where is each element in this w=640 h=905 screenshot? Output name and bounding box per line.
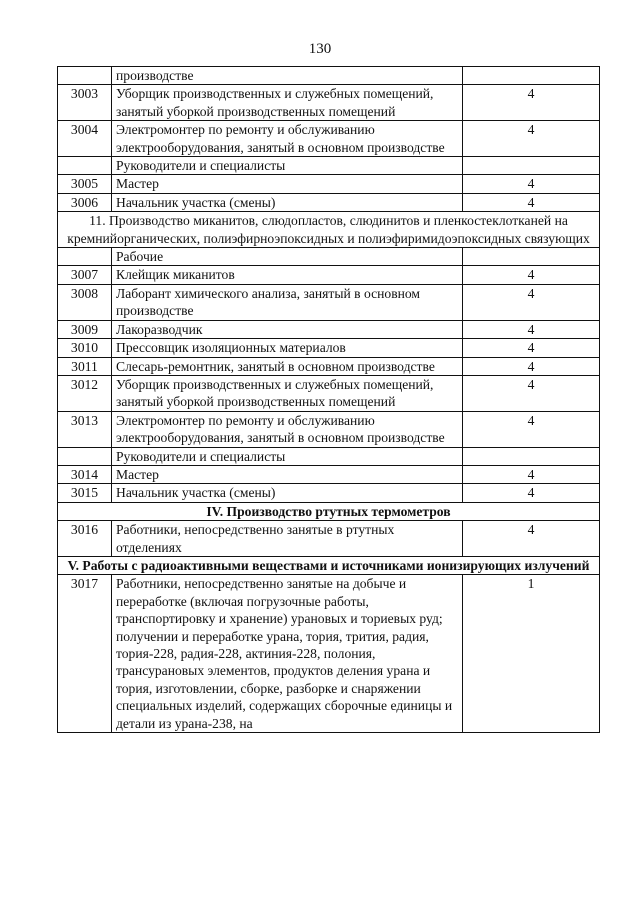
table-row (58, 193, 600, 211)
row-occupation-name: Клейщик миканитов (112, 266, 463, 284)
table-row (58, 375, 600, 411)
row-value (463, 447, 600, 465)
row-code: 3013 (58, 411, 112, 447)
section-header-row (58, 556, 600, 574)
row-occupation-name: Электромонтер по ремонту и обслуживанию электрооборудования, занятый в основном производстве (112, 121, 463, 157)
row-occupation-name: Мастер (112, 175, 463, 193)
row-occupation-name: Начальник участка (смены) (112, 193, 463, 211)
row-value: 4 (463, 266, 600, 284)
row-occupation-name: Работники, непосредственно занятые на добыче и переработке (включая погрузочные работы, транспортировку и хранение) урановых и ториевых руд; получении и переработке урана, тория, трития, радия, тория-228, радия-228, актиния-228, полония, трансурановых элементов, продуктов деления урана и тория, изготовлении, сборке, разборке и снаряжении специальных изделий, содержащих сборочные единицы и детали из урана-238, на (112, 575, 463, 733)
row-code: 3012 (58, 375, 112, 411)
table-row (58, 484, 600, 502)
row-occupation-name: Электромонтер по ремонту и обслуживанию электрооборудования, занятый в основном производстве (112, 411, 463, 447)
row-occupation-name: Уборщик производственных и служебных помещений, занятый уборкой производственных помещений (112, 375, 463, 411)
row-code: 3010 (58, 339, 112, 357)
section-title: 11. Производство миканитов, слюдопластов, слюдинитов и пленкостеклотканей на кремнийорганических, полиэфирноэпоксидных и полиэфиримидоэпоксидных связующих (58, 212, 600, 248)
row-occupation-name: Лаборант химического анализа, занятый в основном производстве (112, 284, 463, 320)
row-occupation-name: Уборщик производственных и служебных помещений, занятый уборкой производственных помещений (112, 85, 463, 121)
table-row (58, 175, 600, 193)
row-value: 4 (463, 193, 600, 211)
row-code (58, 157, 112, 175)
section-header-row (58, 502, 600, 520)
row-code (58, 447, 112, 465)
occupation-table (57, 66, 600, 733)
row-occupation-name: производстве (112, 67, 463, 85)
row-value: 4 (463, 320, 600, 338)
section-header-row (58, 212, 600, 248)
row-occupation-name: Слесарь-ремонтник, занятый в основном производстве (112, 357, 463, 375)
row-code: 3014 (58, 465, 112, 483)
table-row (58, 357, 600, 375)
row-code: 3008 (58, 284, 112, 320)
row-code: 3007 (58, 266, 112, 284)
row-code: 3016 (58, 521, 112, 557)
table-row (58, 121, 600, 157)
row-value (463, 67, 600, 85)
row-occupation-name: Руководители и специалисты (112, 157, 463, 175)
row-occupation-name: Прессовщик изоляционных материалов (112, 339, 463, 357)
table-row (58, 85, 600, 121)
occupation-table-body (58, 67, 600, 733)
table-row (58, 521, 600, 557)
table-row (58, 266, 600, 284)
row-value: 4 (463, 175, 600, 193)
row-value: 1 (463, 575, 600, 733)
row-code: 3009 (58, 320, 112, 338)
row-code (58, 248, 112, 266)
row-code: 3017 (58, 575, 112, 733)
row-value: 4 (463, 121, 600, 157)
table-row (58, 575, 600, 733)
row-value: 4 (463, 375, 600, 411)
table-row (58, 465, 600, 483)
table-row (58, 284, 600, 320)
row-code: 3006 (58, 193, 112, 211)
row-value: 4 (463, 339, 600, 357)
row-value (463, 157, 600, 175)
table-row (58, 67, 600, 85)
row-occupation-name: Начальник участка (смены) (112, 484, 463, 502)
page-number: 130 (308, 41, 332, 57)
row-code: 3005 (58, 175, 112, 193)
row-value: 4 (463, 357, 600, 375)
table-row (58, 447, 600, 465)
row-value: 4 (463, 484, 600, 502)
row-code (58, 67, 112, 85)
row-occupation-name: Руководители и специалисты (112, 447, 463, 465)
section-title: V. Работы с радиоактивными веществами и источниками ионизирующих излучений (58, 556, 600, 574)
table-row (58, 320, 600, 338)
table-row (58, 339, 600, 357)
row-value: 4 (463, 411, 600, 447)
row-value: 4 (463, 465, 600, 483)
row-occupation-name: Рабочие (112, 248, 463, 266)
row-code: 3003 (58, 85, 112, 121)
row-value: 4 (463, 521, 600, 557)
row-occupation-name: Лакоразводчик (112, 320, 463, 338)
section-title: IV. Производство ртутных термометров (58, 502, 600, 520)
table-row (58, 411, 600, 447)
row-value (463, 248, 600, 266)
row-value: 4 (463, 85, 600, 121)
table-row (58, 157, 600, 175)
row-occupation-name: Мастер (112, 465, 463, 483)
row-occupation-name: Работники, непосредственно занятые в ртутных отделениях (112, 521, 463, 557)
row-value: 4 (463, 284, 600, 320)
row-code: 3015 (58, 484, 112, 502)
row-code: 3011 (58, 357, 112, 375)
row-code: 3004 (58, 121, 112, 157)
table-row (58, 248, 600, 266)
